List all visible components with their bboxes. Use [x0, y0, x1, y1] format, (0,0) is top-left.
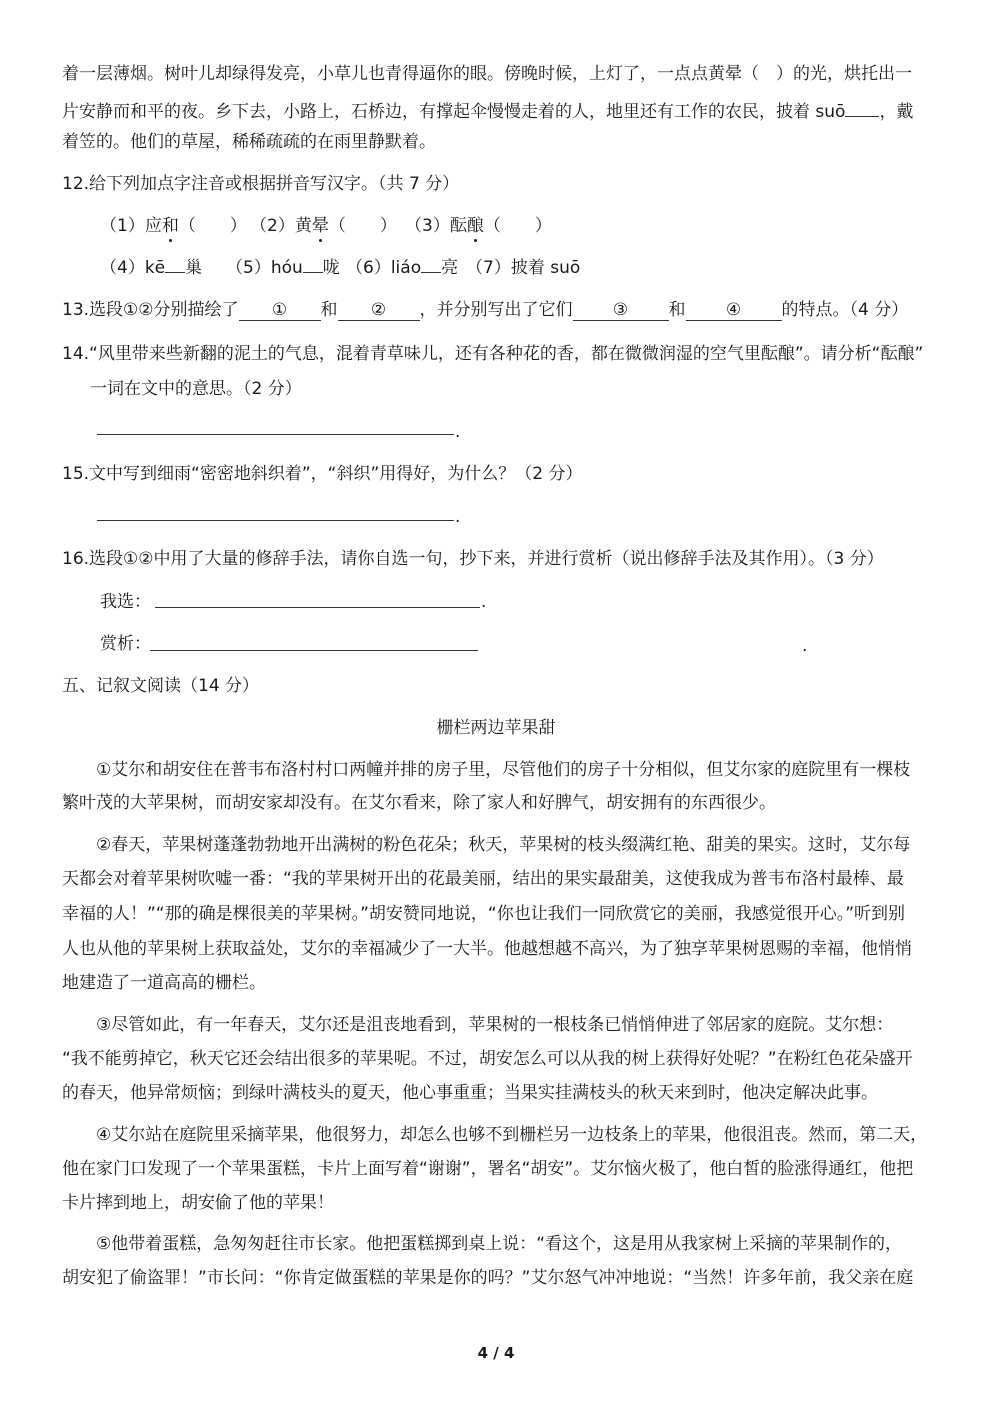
answer-blank-4[interactable]: ④ [686, 300, 782, 321]
pick-answer-line[interactable] [155, 607, 480, 608]
question-14-line-1: 14.“风里带来些新翻的泥土的气息，混着青草味儿，还有各种花的香，都在微微润湿的空气里酝酿”。请分析“酝酿” [62, 344, 924, 364]
passage-text: ，戴 [879, 102, 914, 122]
item-5: （5）hóu 咙 [226, 258, 340, 278]
question-12-title: 12.给下列加点字注音或根据拼音写汉字。（共 7 分） [62, 174, 460, 194]
article-line: ②春天，苹果树蓬蓬勃勃地开出满树的粉色花朵；秋天，苹果树的枝头缀满红艳、甜美的果实。这时，艾尔每 [96, 835, 911, 855]
article-line: ⑤他带着蛋糕，急匆匆赶往市长家。他把蛋糕掷到桌上说：“看这个，这是用从我家树上采摘的苹果制作的， [96, 1234, 903, 1254]
section-5-heading: 五、记叙文阅读（14 分） [62, 676, 260, 696]
article-line: 地建造了一道高高的栅栏。 [62, 973, 266, 993]
article-line: ④艾尔站在庭院里采摘苹果，他很努力，却怎么也够不到栅栏另一边枝条上的苹果，他很沮丧。然而，第二天， [96, 1125, 928, 1145]
page-number: 4 / 4 [477, 1344, 515, 1362]
question-12-row-1 [100, 214, 552, 238]
dotted-char: 和 [161, 216, 179, 236]
question-15: 15.文中写到细雨“密密地斜织着”，“斜织”用得好，为什么？（2 分） [62, 464, 583, 484]
answer-line-end: . [481, 592, 487, 612]
passage-line: 着笠的。他们的草屋，稀稀疏疏的在雨里静默着。 [62, 132, 436, 152]
dotted-char: 酿 [466, 216, 484, 236]
article-line: 繁叶茂的大苹果树，而胡安家却没有。在艾尔看来，除了家人和好脾气，胡安拥有的东西很少。 [62, 793, 776, 813]
answer-line[interactable] [97, 434, 454, 435]
item-6: （6）liáo 亮 [346, 258, 459, 278]
article-line: “我不能剪掉它，秋天它还会结出很多的苹果呢。不过，胡安怎么可以从我的树上获得好处呢？”在粉红色花朵盛开 [62, 1049, 913, 1069]
answer-blank[interactable] [303, 272, 323, 273]
analysis-label: 赏析： [100, 634, 151, 654]
passage-line [62, 100, 913, 124]
answer-blank[interactable] [421, 272, 441, 273]
article-line: 人也从他的苹果树上获取益处，艾尔的幸福减少了一大半。他越想越不高兴，为了独享苹果树恩赐的幸福，他悄悄 [62, 939, 912, 959]
question-13: 13.选段①②分别描绘了 ① 和 ② ，并分别写出了它们 ③ 和 ④ 的特点。（4 分） [62, 300, 909, 320]
article-line: 的春天，他异常烦恼；到绿叶满枝头的夏天，他心事重重；当果实挂满枝头的秋天来到时，他决定解决此事。 [62, 1083, 878, 1103]
question-16: 16.选段①②中用了大量的修辞手法，请你自选一句，抄下来，并进行赏析（说出修辞手法及其作用）。（3 分） [62, 549, 884, 569]
article-line: ①艾尔和胡安住在普韦布洛村村口两幢并排的房子里，尽管他们的房子十分相似，但艾尔家的庭院里有一棵枝 [96, 760, 911, 780]
answer-blank[interactable] [845, 116, 879, 117]
answer-line[interactable] [97, 520, 454, 521]
passage-text: 片安静而和平的夜。乡下去，小路上，石桥边，有撑起伞慢慢走着的人，地里还有工作的农民，披着 suō [62, 102, 846, 122]
article-line: 胡安犯了偷盗罪！”市长问：“你肯定做蛋糕的苹果是你的吗？”艾尔怒气冲冲地说：“当然！许多年前，我父亲在庭 [62, 1268, 914, 1288]
dotted-char: 晕 [311, 216, 329, 236]
article-line: 天都会对着苹果树吹嘘一番：“我的苹果树开出的花最美丽，结出的果实最甜美，这使我成为普韦布洛村最棒、最 [62, 869, 904, 889]
article-title: 栅栏两边苹果甜 [436, 718, 556, 738]
passage-line: 着一层薄烟。树叶儿却绿得发亮，小草儿也青得逼你的眼。傍晚时候，上灯了，一点点黄晕（ ）的光，烘托出一 [62, 64, 912, 84]
article-line: 卡片摔到地上，胡安偷了他的苹果！ [62, 1193, 334, 1213]
answer-line-end: . [455, 507, 461, 527]
question-14-line-2: 一词在文中的意思。（2 分） [90, 379, 302, 399]
answer-line-end: . [802, 636, 808, 656]
answer-blank-2[interactable]: ② [338, 300, 420, 321]
item-7: （7）披着 suō [466, 258, 581, 278]
article-line: ③尽管如此，有一年春天，艾尔还是沮丧地看到，苹果树的一根枝条已悄悄伸进了邻居家的庭院。艾尔想： [96, 1015, 894, 1035]
question-12-row-2 [100, 256, 580, 280]
pick-label: 我选： [100, 592, 151, 612]
item-4: （4）kē 巢 [100, 258, 203, 278]
item-2: （2）黄晕（ ） [250, 216, 397, 236]
item-1: （1）应和（ ） [100, 216, 247, 236]
answer-blank[interactable] [165, 272, 185, 273]
article-line: 他在家门口发现了一个苹果蛋糕，卡片上面写着“谢谢”，署名“胡安”。艾尔恼火极了，他白皙的脸涨得通红，他把 [62, 1159, 914, 1179]
answer-blank-1[interactable]: ① [239, 300, 321, 321]
answer-blank-3[interactable]: ③ [573, 300, 669, 321]
article-line: 幸福的人！”“那的确是棵很美的苹果树。”胡安赞同地说，“你也让我们一同欣赏它的美丽，我感觉很开心。”听到别 [62, 904, 906, 924]
answer-line-end: . [455, 422, 461, 442]
item-3: （3）酝酿（ ） [405, 216, 552, 236]
analysis-answer-line[interactable] [150, 650, 478, 651]
